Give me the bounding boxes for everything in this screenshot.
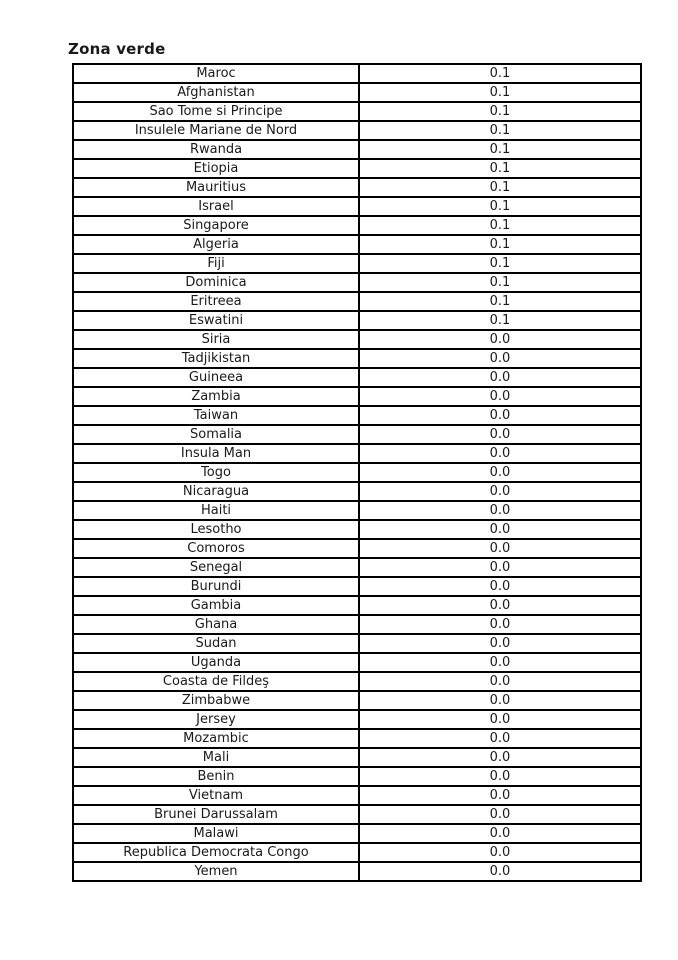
- country-cell: Afghanistan: [73, 83, 359, 102]
- value-cell: 0.0: [359, 805, 641, 824]
- country-cell: Comoros: [73, 539, 359, 558]
- table-row: [73, 83, 641, 102]
- table-row: [73, 482, 641, 501]
- value-cell: 0.0: [359, 710, 641, 729]
- country-cell: Mali: [73, 748, 359, 767]
- value-cell: 0.0: [359, 843, 641, 862]
- country-cell: Rwanda: [73, 140, 359, 159]
- value-cell: 0.1: [359, 235, 641, 254]
- table-row: [73, 767, 641, 786]
- value-cell: 0.1: [359, 254, 641, 273]
- table-row: [73, 786, 641, 805]
- country-cell: Brunei Darussalam: [73, 805, 359, 824]
- table-row: [73, 615, 641, 634]
- value-cell: 0.1: [359, 140, 641, 159]
- country-cell: Taiwan: [73, 406, 359, 425]
- value-cell: 0.0: [359, 368, 641, 387]
- country-zone-table: [72, 63, 642, 882]
- table-row: [73, 862, 641, 881]
- table-row: [73, 64, 641, 83]
- table-row: [73, 729, 641, 748]
- table-row: [73, 444, 641, 463]
- country-cell: Malawi: [73, 824, 359, 843]
- table-row: [73, 349, 641, 368]
- value-cell: 0.1: [359, 311, 641, 330]
- table-row: [73, 197, 641, 216]
- value-cell: 0.0: [359, 349, 641, 368]
- table-row: [73, 672, 641, 691]
- country-cell: Uganda: [73, 653, 359, 672]
- value-cell: 0.0: [359, 482, 641, 501]
- table-row: [73, 235, 641, 254]
- value-cell: 0.0: [359, 463, 641, 482]
- table-row: [73, 330, 641, 349]
- table-row: [73, 273, 641, 292]
- country-cell: Somalia: [73, 425, 359, 444]
- country-cell: Israel: [73, 197, 359, 216]
- country-cell: Eritreea: [73, 292, 359, 311]
- country-cell: Senegal: [73, 558, 359, 577]
- country-cell: Jersey: [73, 710, 359, 729]
- value-cell: 0.0: [359, 425, 641, 444]
- value-cell: 0.0: [359, 767, 641, 786]
- value-cell: 0.1: [359, 178, 641, 197]
- country-cell: Zimbabwe: [73, 691, 359, 710]
- country-cell: Insula Man: [73, 444, 359, 463]
- country-cell: Ghana: [73, 615, 359, 634]
- table-row: [73, 425, 641, 444]
- value-cell: 0.0: [359, 387, 641, 406]
- value-cell: 0.0: [359, 444, 641, 463]
- value-cell: 0.1: [359, 64, 641, 83]
- country-cell: Sudan: [73, 634, 359, 653]
- country-cell: Vietnam: [73, 786, 359, 805]
- table-row: [73, 159, 641, 178]
- value-cell: 0.0: [359, 634, 641, 653]
- table-row: [73, 653, 641, 672]
- table-row: [73, 387, 641, 406]
- value-cell: 0.1: [359, 292, 641, 311]
- value-cell: 0.1: [359, 83, 641, 102]
- value-cell: 0.0: [359, 558, 641, 577]
- value-cell: 0.0: [359, 539, 641, 558]
- table-row: [73, 501, 641, 520]
- table-row: [73, 691, 641, 710]
- country-cell: Togo: [73, 463, 359, 482]
- country-cell: Eswatini: [73, 311, 359, 330]
- value-cell: 0.1: [359, 216, 641, 235]
- country-cell: Etiopia: [73, 159, 359, 178]
- country-cell: Mozambic: [73, 729, 359, 748]
- table-row: [73, 311, 641, 330]
- country-cell: Dominica: [73, 273, 359, 292]
- value-cell: 0.0: [359, 691, 641, 710]
- value-cell: 0.1: [359, 273, 641, 292]
- table-row: [73, 216, 641, 235]
- table-row: [73, 805, 641, 824]
- table-row: [73, 596, 641, 615]
- value-cell: 0.1: [359, 121, 641, 140]
- table-row: [73, 406, 641, 425]
- country-cell: Maroc: [73, 64, 359, 83]
- country-cell: Nicaragua: [73, 482, 359, 501]
- value-cell: 0.0: [359, 748, 641, 767]
- value-cell: 0.0: [359, 406, 641, 425]
- table-row: [73, 102, 641, 121]
- table-row: [73, 463, 641, 482]
- table-row: [73, 843, 641, 862]
- value-cell: 0.0: [359, 596, 641, 615]
- table-row: [73, 520, 641, 539]
- page-title: Zona verde: [68, 40, 166, 58]
- table-row: [73, 748, 641, 767]
- country-cell: Gambia: [73, 596, 359, 615]
- value-cell: 0.0: [359, 729, 641, 748]
- table-row: [73, 634, 641, 653]
- country-cell: Coasta de Fildeş: [73, 672, 359, 691]
- country-cell: Republica Democrata Congo: [73, 843, 359, 862]
- country-cell: Singapore: [73, 216, 359, 235]
- table-row: [73, 824, 641, 843]
- country-cell: Haiti: [73, 501, 359, 520]
- country-cell: Yemen: [73, 862, 359, 881]
- table-row: [73, 558, 641, 577]
- country-cell: Sao Tome si Principe: [73, 102, 359, 121]
- value-cell: 0.0: [359, 330, 641, 349]
- country-cell: Lesotho: [73, 520, 359, 539]
- table-row: [73, 577, 641, 596]
- value-cell: 0.0: [359, 862, 641, 881]
- table-row: [73, 368, 641, 387]
- country-cell: Benin: [73, 767, 359, 786]
- value-cell: 0.0: [359, 786, 641, 805]
- table-row: [73, 178, 641, 197]
- country-cell: Guineea: [73, 368, 359, 387]
- value-cell: 0.1: [359, 102, 641, 121]
- country-cell: Fiji: [73, 254, 359, 273]
- country-cell: Burundi: [73, 577, 359, 596]
- value-cell: 0.0: [359, 501, 641, 520]
- country-table-body: [73, 64, 641, 881]
- value-cell: 0.0: [359, 824, 641, 843]
- country-cell: Zambia: [73, 387, 359, 406]
- table-row: [73, 140, 641, 159]
- value-cell: 0.0: [359, 672, 641, 691]
- country-cell: Tadjikistan: [73, 349, 359, 368]
- value-cell: 0.0: [359, 520, 641, 539]
- table-row: [73, 254, 641, 273]
- table-row: [73, 539, 641, 558]
- value-cell: 0.0: [359, 615, 641, 634]
- value-cell: 0.1: [359, 159, 641, 178]
- table-row: [73, 710, 641, 729]
- value-cell: 0.0: [359, 653, 641, 672]
- value-cell: 0.0: [359, 577, 641, 596]
- table-row: [73, 121, 641, 140]
- table-row: [73, 292, 641, 311]
- country-cell: Insulele Mariane de Nord: [73, 121, 359, 140]
- country-cell: Siria: [73, 330, 359, 349]
- country-cell: Mauritius: [73, 178, 359, 197]
- value-cell: 0.1: [359, 197, 641, 216]
- country-cell: Algeria: [73, 235, 359, 254]
